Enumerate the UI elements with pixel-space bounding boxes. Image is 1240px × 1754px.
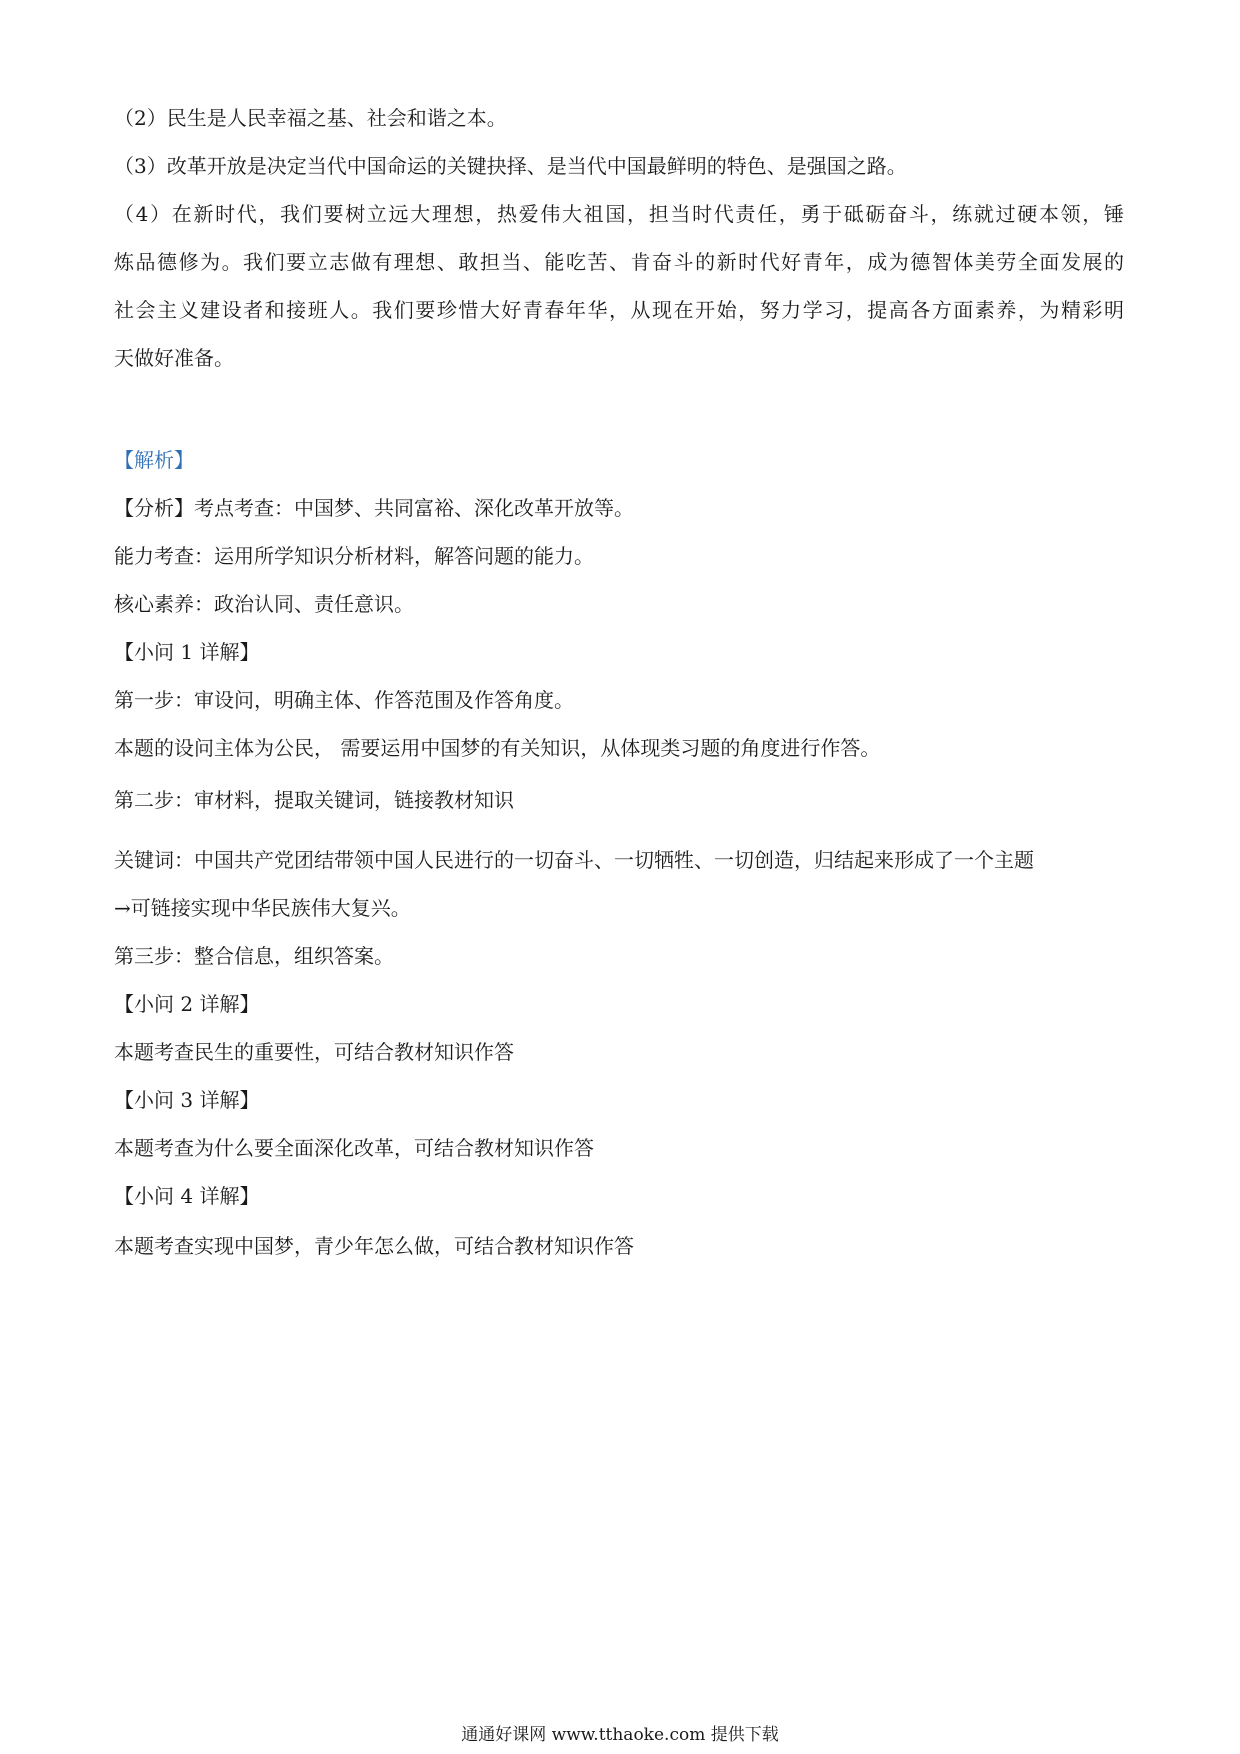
answer-item-2: （2）民生是人民幸福之基、社会和谐之本。	[114, 106, 507, 130]
q3-text: 本题考查为什么要全面深化改革，可结合教材知识作答	[114, 1136, 594, 1160]
answer-item-4-line-1: （4）在新时代，我们要树立远大理想，热爱伟大祖国，担当时代责任，勇于砥砺奋斗，练就过硬本领，锤	[114, 202, 1124, 226]
q1-keywords-line-2: →可链接实现中华民族伟大复兴。	[114, 896, 411, 920]
q1-step2: 第二步：审材料，提取关键词，链接教材知识	[114, 788, 514, 812]
q1-step1: 第一步：审设问，明确主体、作答范围及作答角度。	[114, 688, 574, 712]
q2-title: 【小问 2 详解】	[114, 992, 260, 1016]
answer-item-4-line-2: 炼品德修为。我们要立志做有理想、敢担当、能吃苦、肯奋斗的新时代好青年，成为德智体美劳全面发展的	[114, 250, 1124, 274]
q1-step3: 第三步：整合信息，组织答案。	[114, 944, 394, 968]
q4-text: 本题考查实现中国梦，青少年怎么做，可结合教材知识作答	[114, 1234, 634, 1258]
analysis-fenxi: 【分析】考点考查：中国梦、共同富裕、深化改革开放等。	[114, 496, 634, 520]
q1-subject: 本题的设问主体为公民， 需要运用中国梦的有关知识，从体现类习题的角度进行作答。	[114, 736, 881, 760]
page-footer: 通通好课网 www.tthaoke.com 提供下载	[461, 1725, 779, 1745]
q4-title: 【小问 4 详解】	[114, 1184, 260, 1208]
answer-item-3: （3）改革开放是决定当代中国命运的关键抉择、是当代中国最鲜明的特色、是强国之路。	[114, 154, 907, 178]
q1-keywords-line-1: 关键词：中国共产党团结带领中国人民进行的一切奋斗、一切牺牲、一切创造，归结起来形成了一个主题	[114, 848, 1034, 872]
answer-item-4-line-3: 社会主义建设者和接班人。我们要珍惜大好青春年华，从现在开始，努力学习，提高各方面素养，为精彩明	[114, 298, 1124, 322]
analysis-literacy: 核心素养：政治认同、责任意识。	[114, 592, 414, 616]
q1-title: 【小问 1 详解】	[114, 640, 260, 664]
q3-title: 【小问 3 详解】	[114, 1088, 260, 1112]
q2-text: 本题考查民生的重要性，可结合教材知识作答	[114, 1040, 514, 1064]
answer-item-4-line-4: 天做好准备。	[114, 346, 234, 370]
analysis-ability: 能力考查：运用所学知识分析材料，解答问题的能力。	[114, 544, 594, 568]
analysis-heading: 【解析】	[114, 448, 194, 472]
